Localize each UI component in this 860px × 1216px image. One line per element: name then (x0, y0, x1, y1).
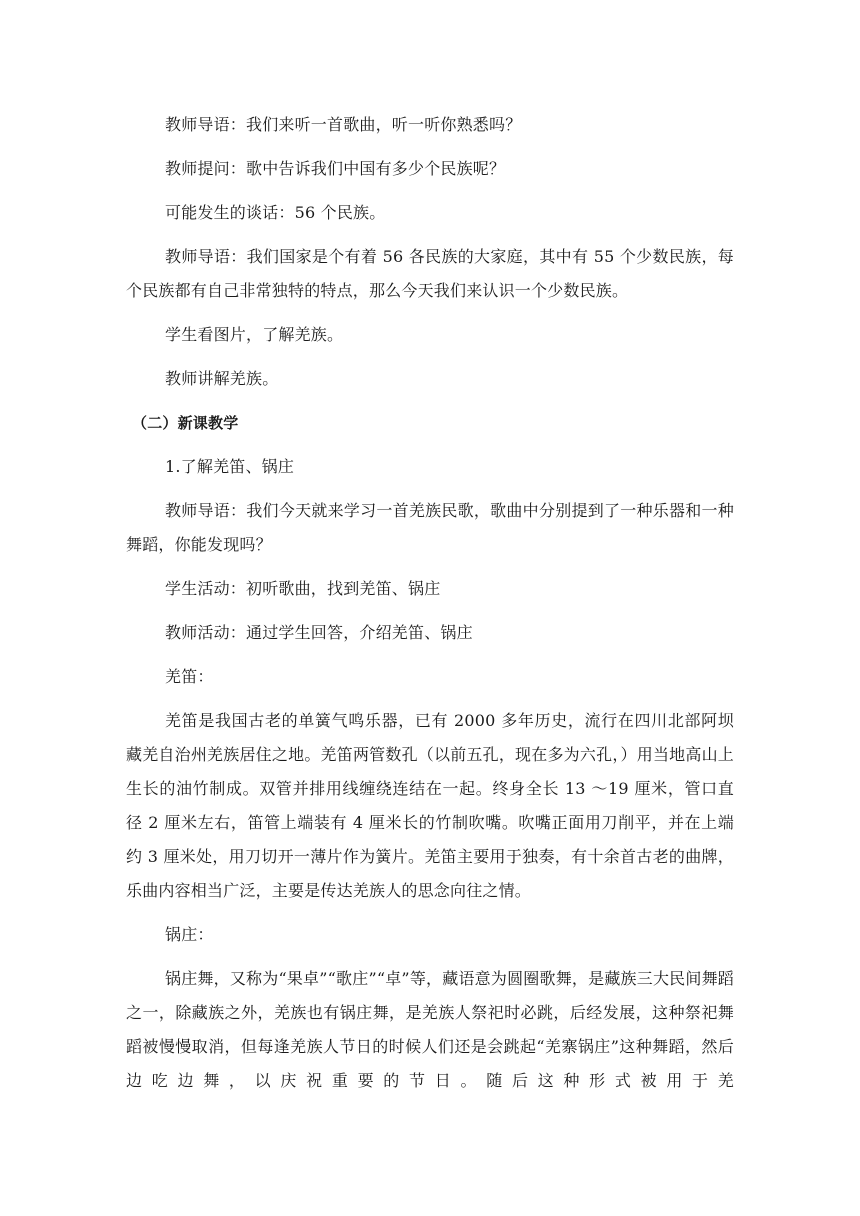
paragraph-student-activity: 学生活动：初听歌曲，找到羌笛、锅庄 (165, 579, 441, 598)
label-qiangdi: 羌笛： (165, 667, 214, 686)
document-body (126, 108, 734, 1098)
paragraph-teacher-intro-song: 教师导语：我们来听一首歌曲，听一听你熟悉吗？ (165, 115, 522, 134)
paragraph-qiangdi-description: 羌笛是我国古老的单簧气鸣乐器，已有 2000 多年历史，流行在四川北部阿坝藏羌自治州羌族居住之地。羌笛两管数孔（以前五孔，现在多为六孔，）用当地高山上生长的油竹制成。双管并排用线缠绕连结在一起。终身全长 13 ～19 厘米，管口直径 2 厘米左右，笛管上端装有 4 厘米长的竹制吹嘴。吹嘴正面用刀削平，并在上端约 3 厘米处，用刀切开一薄片作为簧片。羌笛主要用于独奏，有十余首古老的曲牌，乐曲内容相当广泛，主要是传达羌族人的思念向往之情。 (126, 711, 734, 900)
paragraph-teacher-intro-folk-song: 教师导语：我们今天就来学习一首羌族民歌，歌曲中分别提到了一种乐器和一种舞蹈，你能发现吗？ (126, 501, 734, 554)
subsection-heading-qiangdi-guozhuang: 1.了解羌笛、锅庄 (165, 457, 295, 476)
paragraph-teacher-intro-nation: 教师导语：我们国家是个有着 56 各民族的大家庭，其中有 55 个少数民族，每个民族都有自己非常独特的特点，那么今天我们来认识一个少数民族。 (126, 247, 734, 300)
paragraph-teacher-explains: 教师讲解羌族。 (165, 369, 279, 388)
section-heading-new-lesson: （二）新课教学 (132, 414, 239, 432)
paragraph-possible-answer: 可能发生的谈话：56 个民族。 (165, 203, 386, 222)
paragraph-teacher-question: 教师提问：歌中告诉我们中国有多少个民族呢？ (165, 159, 506, 178)
paragraph-students-view-pictures: 学生看图片，了解羌族。 (165, 325, 344, 344)
paragraph-teacher-activity: 教师活动：通过学生回答，介绍羌笛、锅庄 (165, 623, 473, 642)
paragraph-guozhuang-description: 锅庄舞，又称为“果卓”“歌庄”“卓”等，藏语意为圆圈歌舞，是藏族三大民间舞蹈之一，除藏族之外，羌族也有锅庄舞，是羌族人祭祀时必跳，后经发展，这种祭祀舞蹈被慢慢取消，但每逢羌族人节日的时候人们还是会跳起“羌寨锅庄”这种舞蹈，然后边吃边舞，以庆祝重要的节日。随后这种形式被用于羌 (126, 969, 734, 1090)
label-guozhuang: 锅庄： (165, 925, 214, 944)
